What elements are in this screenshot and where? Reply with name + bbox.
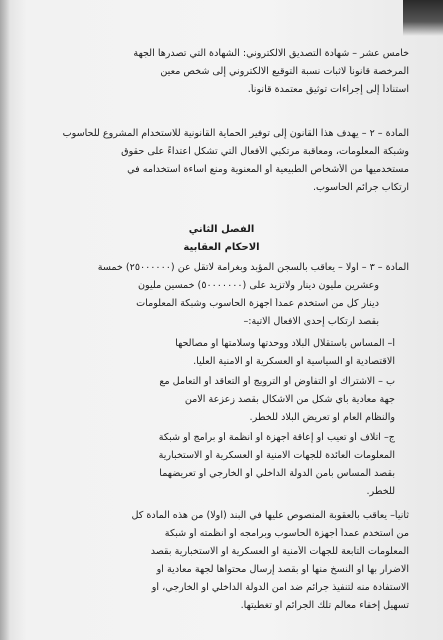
text-line: الاضرار بها او النسخ منها أو بقصد إرسال محتواها لجهة معادية او xyxy=(156,564,409,575)
text-line: ب – الاشتراك أو التفاوض أو الترويج أو التعاقد أو التعامل مع xyxy=(159,376,395,387)
text-line: وشبكة المعلومات، ومعاقبة مرتكبي الأفعال التي تشكل اعتداءً على حقوق xyxy=(121,146,409,157)
text-line: مستخدميها من الأشخاص الطبيعية أو المعنوية ومنع اساءة استخدامه في xyxy=(127,164,409,175)
text-line: المرخصة قانوناً لاثبات نسبة التوقيع الالكتروني إلى شخص معين xyxy=(160,66,409,77)
text-line: والنظام العام او تعريض البلاد للخطر. xyxy=(249,412,395,423)
text-line: بقصد ارتكاب إحدى الافعال الاتية:– xyxy=(243,316,379,327)
section-title: الاحكام العقابية xyxy=(183,242,260,253)
text-line: ج– اتلاف أو تعيب أو إعاقة أجهزة أو أنظمة أو برامج أو شبكة xyxy=(158,432,395,443)
text-line: الاستفادة منه لتنفيذ جرائم ضد امن الدولة الداخلي او الخارجي، أو xyxy=(151,582,409,593)
text-line: ارتكاب جرائم الحاسوب. xyxy=(312,182,409,193)
text-line: المادة – ٢ – يهدف هذا القانون إلى توفير الحماية القانونية للاستخدام المشروع للحاسوب xyxy=(62,128,409,139)
text-line: جهة معادية بأي شكل من الاشكال بقصد زعزعة الامن xyxy=(184,394,395,405)
text-line: خامس عشر – شهادة التصديق الالكتروني: الشهادة التي تصدرها الجهة xyxy=(133,48,409,59)
text-line: دينار كل من استخدم عمداً اجهزة الحاسوب وشبكة المعلومات xyxy=(136,298,379,309)
text-line: استناداً إلى إجراءات توثيق معتمدة قانوناً. xyxy=(247,84,409,95)
text-line: للخطر. xyxy=(366,486,395,497)
text-line: أ– المساس باستقلال البلاد ووحدتها وسلامتها او مصالحها xyxy=(175,338,395,349)
text-line: الاقتصادية او السياسية او العسكرية او الامنية العليا. xyxy=(193,356,395,367)
text-line: بقصد المساس بأمن الدولة الداخلي أو الخارجي أو تعريضهما xyxy=(159,468,395,479)
text-line: ثانياً– يعاقب بالعقوبة المنصوص عليها في البند (اولا) من هذه المادة كل xyxy=(131,510,409,521)
chapter-title: الفصل الثاني xyxy=(188,224,255,235)
text-line: وعشرين مليون دينار ولاتزيد على (٥٠٠٠٠٠٠٠) خمسين مليون xyxy=(138,280,379,291)
text-line: تسهيل إخفاء معالم تلك الجرائم او تغطيتها. xyxy=(240,600,409,611)
text-line: المادة – ٣ – اولا – يعاقب بالسجن المؤبد وبغرامة لاتقل عن (٢٥٠٠٠٠٠٠) خمسة xyxy=(97,262,409,273)
text-line: المعلومات العائدة للجهات الامنية أو العسكرية أو الاستخبارية xyxy=(158,450,395,461)
text-line: المعلومات التابعة للجهات الأمنية او العسكرية او الاستخبارية بقصد xyxy=(150,546,409,557)
text-line: من استخدم عمداً أجهزة الحاسوب وبرامجه أو أنظمته أو شبكة xyxy=(164,528,409,539)
